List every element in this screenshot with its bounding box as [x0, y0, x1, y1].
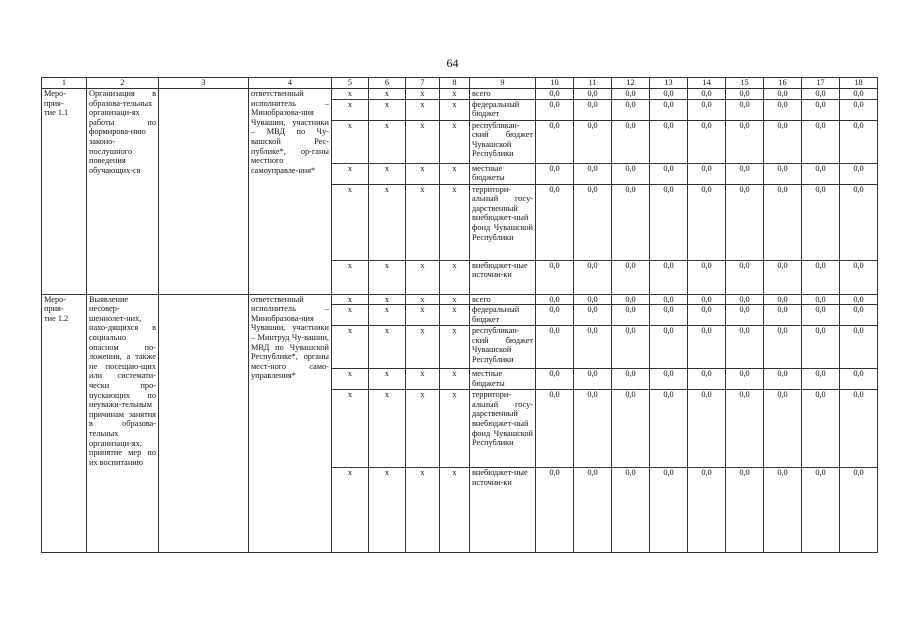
value-cell: 0,0 [612, 260, 650, 294]
mark-cell: х [332, 305, 369, 326]
mark-cell: х [440, 294, 470, 305]
value-cell: 0,0 [688, 468, 726, 553]
mark-cell: х [369, 305, 406, 326]
value-cell: 0,0 [536, 305, 574, 326]
value-cell: 0,0 [612, 468, 650, 553]
column-header-14: 14 [688, 78, 726, 89]
funding-source: внебюджет-ные источни-ки [470, 468, 536, 553]
value-cell: 0,0 [726, 468, 764, 553]
value-cell: 0,0 [764, 326, 802, 369]
value-cell: 0,0 [802, 305, 840, 326]
mark-cell: х [440, 163, 470, 184]
mark-cell: х [369, 120, 406, 163]
page-number: 64 [446, 56, 459, 70]
value-cell: 0,0 [612, 120, 650, 163]
mark-cell: х [440, 99, 470, 120]
value-cell: 0,0 [764, 184, 802, 260]
funding-source: местные бюджеты [470, 369, 536, 390]
value-cell: 0,0 [650, 305, 688, 326]
mark-cell: х [369, 294, 406, 305]
value-cell: 0,0 [612, 294, 650, 305]
mark-cell: х [332, 260, 369, 294]
mark-cell: х [406, 294, 440, 305]
value-cell: 0,0 [688, 390, 726, 468]
executors-cell: ответственный исполнитель – Минобразова-ния Чувашии, участники – Минтруд Чу-вашии, МВД по Чувашской Республике*, органы мест-ного само-управления* [249, 294, 332, 553]
mark-cell: х [332, 468, 369, 553]
funding-source: местные бюджеты [470, 163, 536, 184]
mark-cell: х [406, 89, 440, 100]
value-cell: 0,0 [650, 260, 688, 294]
value-cell: 0,0 [726, 120, 764, 163]
mark-cell: х [369, 390, 406, 468]
mark-cell: х [332, 120, 369, 163]
value-cell: 0,0 [764, 305, 802, 326]
value-cell: 0,0 [840, 120, 878, 163]
event-description: Организация в образова-тельных организаци-ях работы по формирова-нию законо-послушного поведения обучающих-ся [87, 89, 159, 295]
column-3-cell [159, 89, 249, 295]
column-header-13: 13 [650, 78, 688, 89]
value-cell: 0,0 [650, 99, 688, 120]
value-cell: 0,0 [764, 99, 802, 120]
value-cell: 0,0 [612, 163, 650, 184]
value-cell: 0,0 [612, 99, 650, 120]
funding-source: федеральный бюджет [470, 99, 536, 120]
mark-cell: х [369, 99, 406, 120]
mark-cell: х [440, 120, 470, 163]
value-cell: 0,0 [574, 305, 612, 326]
mark-cell: х [332, 184, 369, 260]
value-cell: 0,0 [536, 468, 574, 553]
mark-cell: х [332, 294, 369, 305]
value-cell: 0,0 [802, 260, 840, 294]
mark-cell: х [332, 89, 369, 100]
value-cell: 0,0 [802, 99, 840, 120]
mark-cell: х [332, 99, 369, 120]
value-cell: 0,0 [688, 120, 726, 163]
value-cell: 0,0 [688, 184, 726, 260]
value-cell: 0,0 [840, 99, 878, 120]
value-cell: 0,0 [840, 305, 878, 326]
value-cell: 0,0 [650, 468, 688, 553]
mark-cell: х [440, 260, 470, 294]
value-cell: 0,0 [764, 120, 802, 163]
value-cell: 0,0 [650, 390, 688, 468]
value-cell: 0,0 [612, 305, 650, 326]
value-cell: 0,0 [688, 260, 726, 294]
value-cell: 0,0 [574, 260, 612, 294]
table-header [42, 78, 878, 89]
value-cell: 0,0 [536, 390, 574, 468]
mark-cell: х [440, 89, 470, 100]
value-cell: 0,0 [536, 89, 574, 100]
value-cell: 0,0 [802, 163, 840, 184]
column-header-3: 3 [159, 78, 249, 89]
mark-cell: х [332, 163, 369, 184]
column-header-15: 15 [726, 78, 764, 89]
value-cell: 0,0 [726, 89, 764, 100]
value-cell: 0,0 [726, 326, 764, 369]
value-cell: 0,0 [802, 184, 840, 260]
value-cell: 0,0 [536, 120, 574, 163]
mark-cell: х [406, 163, 440, 184]
value-cell: 0,0 [612, 369, 650, 390]
funding-source: всего [470, 89, 536, 100]
value-cell: 0,0 [612, 390, 650, 468]
mark-cell: х [406, 326, 440, 369]
value-cell: 0,0 [574, 326, 612, 369]
funding-source: всего [470, 294, 536, 305]
funding-source: республикан-ский бюджет Чувашской Республики [470, 120, 536, 163]
value-cell: 0,0 [612, 89, 650, 100]
value-cell: 0,0 [726, 184, 764, 260]
column-header-18: 18 [840, 78, 878, 89]
column-header-9: 9 [470, 78, 536, 89]
mark-cell: х [440, 305, 470, 326]
value-cell: 0,0 [650, 294, 688, 305]
mark-cell: х [369, 369, 406, 390]
mark-cell: х [440, 369, 470, 390]
value-cell: 0,0 [726, 305, 764, 326]
value-cell: 0,0 [840, 390, 878, 468]
mark-cell: х [406, 99, 440, 120]
column-header-8: 8 [440, 78, 470, 89]
value-cell: 0,0 [802, 468, 840, 553]
mark-cell: х [369, 89, 406, 100]
funding-source: республикан-ский бюджет Чувашской Республики [470, 326, 536, 369]
funding-source: территори-альный госу-дарственный внебюджет-ный фонд Чувашской Республики [470, 184, 536, 260]
value-cell: 0,0 [726, 390, 764, 468]
mark-cell: х [406, 184, 440, 260]
value-cell: 0,0 [536, 163, 574, 184]
value-cell: 0,0 [840, 326, 878, 369]
value-cell: 0,0 [726, 99, 764, 120]
column-header-10: 10 [536, 78, 574, 89]
value-cell: 0,0 [574, 120, 612, 163]
value-cell: 0,0 [802, 120, 840, 163]
column-header-12: 12 [612, 78, 650, 89]
value-cell: 0,0 [802, 89, 840, 100]
value-cell: 0,0 [650, 184, 688, 260]
value-cell: 0,0 [764, 390, 802, 468]
table-body [42, 89, 878, 553]
mark-cell: х [440, 326, 470, 369]
value-cell: 0,0 [840, 163, 878, 184]
column-header-6: 6 [369, 78, 406, 89]
value-cell: 0,0 [688, 163, 726, 184]
value-cell: 0,0 [802, 294, 840, 305]
value-cell: 0,0 [536, 326, 574, 369]
value-cell: 0,0 [650, 120, 688, 163]
value-cell: 0,0 [802, 326, 840, 369]
value-cell: 0,0 [726, 294, 764, 305]
column-header-5: 5 [332, 78, 369, 89]
value-cell: 0,0 [688, 294, 726, 305]
value-cell: 0,0 [574, 369, 612, 390]
value-cell: 0,0 [574, 390, 612, 468]
column-header-17: 17 [802, 78, 840, 89]
mark-cell: х [332, 326, 369, 369]
funding-source: федеральный бюджет [470, 305, 536, 326]
value-cell: 0,0 [764, 294, 802, 305]
value-cell: 0,0 [574, 184, 612, 260]
mark-cell: х [369, 260, 406, 294]
header-row [42, 78, 878, 89]
value-cell: 0,0 [650, 163, 688, 184]
funding-source: территори-альный госу-дарственный внебюджет-ный фонд Чувашской Республики [470, 390, 536, 468]
value-cell: 0,0 [840, 260, 878, 294]
column-header-2: 2 [87, 78, 159, 89]
column-header-7: 7 [406, 78, 440, 89]
value-cell: 0,0 [840, 468, 878, 553]
event-cell: Меро- прия- тие 1.2 [42, 294, 87, 553]
mark-cell: х [369, 326, 406, 369]
mark-cell: х [369, 468, 406, 553]
table-row [42, 294, 878, 305]
value-cell: 0,0 [574, 294, 612, 305]
value-cell: 0,0 [650, 326, 688, 369]
value-cell: 0,0 [840, 294, 878, 305]
value-cell: 0,0 [536, 99, 574, 120]
value-cell: 0,0 [688, 326, 726, 369]
column-header-4: 4 [249, 78, 332, 89]
value-cell: 0,0 [726, 369, 764, 390]
value-cell: 0,0 [764, 468, 802, 553]
value-cell: 0,0 [840, 369, 878, 390]
value-cell: 0,0 [574, 99, 612, 120]
mark-cell: х [369, 163, 406, 184]
mark-cell: х [406, 390, 440, 468]
value-cell: 0,0 [802, 369, 840, 390]
budget-table [41, 77, 878, 553]
value-cell: 0,0 [536, 260, 574, 294]
mark-cell: х [369, 184, 406, 260]
value-cell: 0,0 [574, 468, 612, 553]
mark-cell: х [406, 260, 440, 294]
mark-cell: х [332, 390, 369, 468]
value-cell: 0,0 [536, 369, 574, 390]
column-header-1: 1 [42, 78, 87, 89]
value-cell: 0,0 [688, 89, 726, 100]
value-cell: 0,0 [764, 260, 802, 294]
funding-source: внебюджет-ные источни-ки [470, 260, 536, 294]
value-cell: 0,0 [536, 184, 574, 260]
mark-cell: х [440, 390, 470, 468]
event-cell: Меро- прия- тие 1.1 [42, 89, 87, 295]
value-cell: 0,0 [840, 89, 878, 100]
value-cell: 0,0 [764, 163, 802, 184]
value-cell: 0,0 [612, 184, 650, 260]
value-cell: 0,0 [574, 89, 612, 100]
column-header-11: 11 [574, 78, 612, 89]
value-cell: 0,0 [688, 99, 726, 120]
mark-cell: х [406, 468, 440, 553]
value-cell: 0,0 [650, 89, 688, 100]
value-cell: 0,0 [688, 305, 726, 326]
value-cell: 0,0 [612, 326, 650, 369]
value-cell: 0,0 [688, 369, 726, 390]
value-cell: 0,0 [536, 294, 574, 305]
event-description: Выявление несовер-шеннолет-них, нахо-дящихся в социально опасном по-ложении, а также не посещаю-щих или системати-чески про-пускающих по неуважи-тельным причинам занятия в образова-тельных организаци-ях, принятие мер по их воспитанию [87, 294, 159, 553]
value-cell: 0,0 [726, 260, 764, 294]
mark-cell: х [332, 369, 369, 390]
value-cell: 0,0 [650, 369, 688, 390]
mark-cell: х [406, 369, 440, 390]
value-cell: 0,0 [726, 163, 764, 184]
value-cell: 0,0 [764, 369, 802, 390]
column-3-cell [159, 294, 249, 553]
mark-cell: х [440, 184, 470, 260]
table-row [42, 89, 878, 100]
mark-cell: х [406, 120, 440, 163]
value-cell: 0,0 [574, 163, 612, 184]
column-header-16: 16 [764, 78, 802, 89]
value-cell: 0,0 [764, 89, 802, 100]
mark-cell: х [440, 468, 470, 553]
mark-cell: х [406, 305, 440, 326]
value-cell: 0,0 [802, 390, 840, 468]
value-cell: 0,0 [840, 184, 878, 260]
executors-cell: ответственный исполнитель – Минобразова-ния Чувашии, участники – МВД по Чу-вашской Рес-публике*, ор-ганы местного самоуправле-ния* [249, 89, 332, 295]
